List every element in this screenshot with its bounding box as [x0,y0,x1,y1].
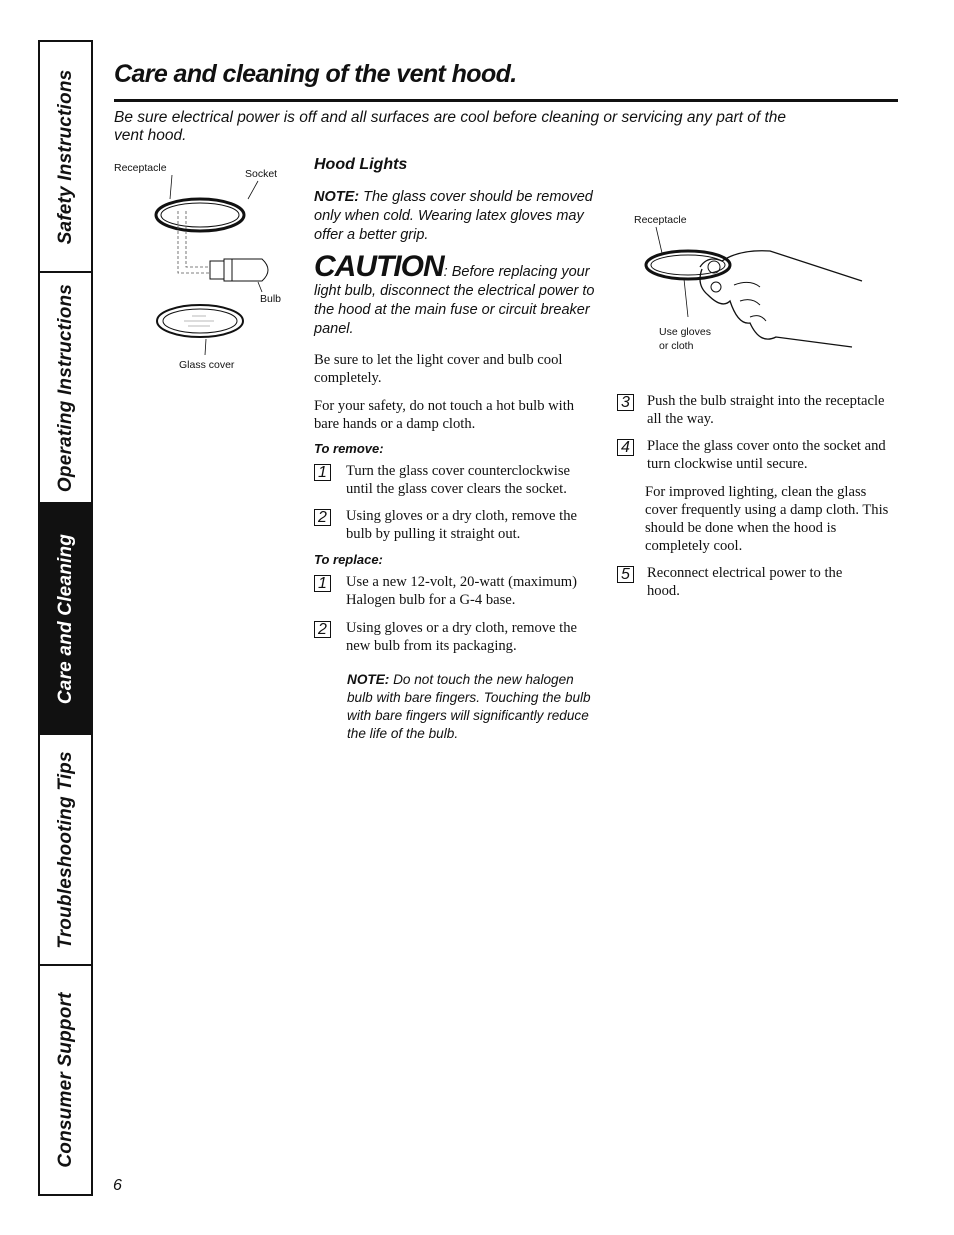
step-text: Turn the glass cover counterclockwise until the glass cover clears the socket. [346,463,570,497]
improved-lighting-paragraph: For improved lighting, clean the glass cover frequently using a damp cloth. This should be done when the hood is completely cool. [645,484,889,554]
tab-label: Consumer Support [54,992,76,1168]
section-tabs [38,40,93,1196]
step-number: 4 [617,439,634,456]
tab-label: Care and Cleaning [54,533,76,704]
step-text: Push the bulb straight into the receptacle all the way. [647,393,885,427]
to-replace-heading: To replace: [314,552,383,567]
step-text: Reconnect electrical power to the hood. [647,565,843,599]
tab-label: Troubleshooting Tips [54,750,76,949]
note2-label: NOTE: [347,672,390,687]
bulb-assembly-diagram [110,155,300,380]
label-or-cloth: or cloth [659,340,694,352]
label-use-gloves: Use gloves [659,326,711,338]
label-glass-cover: Glass cover [179,359,235,371]
tab-label: Operating Instructions [54,283,76,492]
step-number: 3 [617,394,634,411]
label-socket: Socket [245,168,278,180]
step-number: 1 [314,464,331,481]
title-rule [114,99,898,102]
hood-lights-column [314,156,599,433]
caution-text: : Before replacing your light bulb, disconnect the electrical power to the hood at the main fuse or circuit breaker panel. [314,264,595,337]
gloved-hand-diagram [630,205,870,360]
page-number: 6 [113,1177,122,1194]
caution-word: CAUTION [314,250,444,283]
intro-text: Be sure electrical power is off and all surfaces are cool before cleaning or servicing any part of the vent hood. [114,109,787,144]
tab-operating-instructions[interactable] [40,273,91,504]
caution-block [314,252,599,339]
tab-label: Safety Instructions [54,69,76,244]
label-receptacle-right: Receptacle [634,214,687,226]
note-label: NOTE: [314,189,360,205]
hood-lights-note [314,188,599,245]
step-text: Use a new 12-volt, 20-watt (maximum) Halogen bulb for a G-4 base. [346,574,578,608]
cool-paragraph: Be sure to let the light cover and bulb cool completely. [314,352,563,386]
halogen-note [347,671,599,743]
tab-troubleshooting-tips[interactable] [40,735,91,966]
page-title: Care and cleaning of the vent hood. [114,60,517,88]
step-number: 2 [314,509,331,526]
note-text: The glass cover should be removed only when cold. Wearing latex gloves may offer a better grip. [314,189,593,243]
tab-consumer-support[interactable] [40,966,91,1194]
safety-paragraph: For your safety, do not touch a hot bulb with bare hands or a damp cloth. [314,398,575,432]
step-number: 1 [314,575,331,592]
step-text: Place the glass cover onto the socket and turn clockwise until secure. [647,438,886,472]
step-number: 2 [314,621,331,638]
label-receptacle: Receptacle [114,162,167,174]
step-text: Using gloves or a dry cloth, remove the bulb by pulling it straight out. [346,508,578,542]
step-text: Using gloves or a dry cloth, remove the new bulb from its packaging. [346,620,578,654]
tab-safety-instructions[interactable] [40,42,91,273]
label-bulb: Bulb [260,293,282,305]
hood-lights-heading: Hood Lights [314,156,408,173]
to-remove-heading: To remove: [314,441,384,456]
note2-text: Do not touch the new halogen bulb with bare fingers. Touching the bulb with bare fingers will significantly reduce the life of the bulb. [347,672,591,741]
step-number: 5 [617,566,634,583]
tab-care-and-cleaning[interactable] [40,504,91,735]
